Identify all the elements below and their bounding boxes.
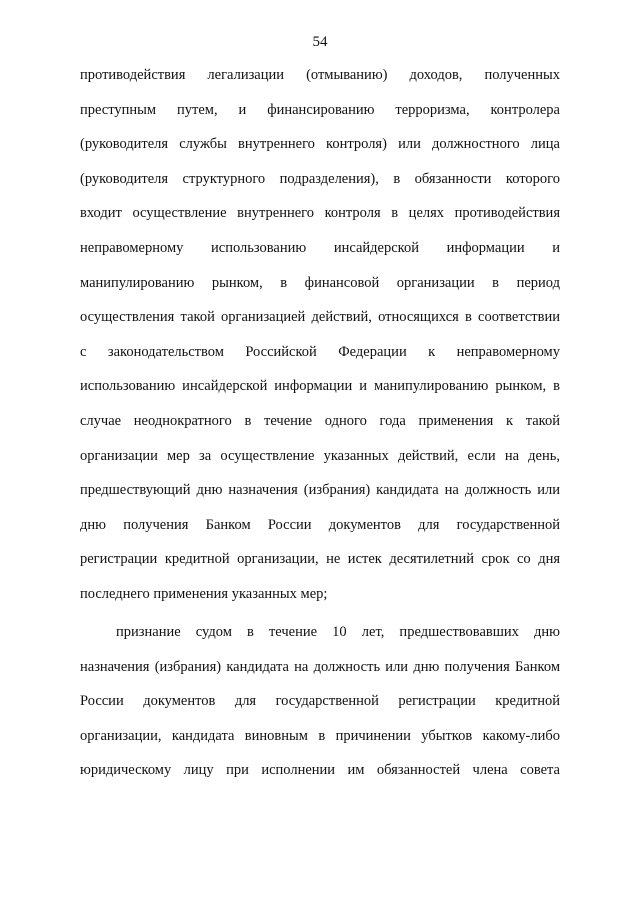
page-number: 54	[312, 34, 328, 50]
paragraph-2	[80, 623, 560, 796]
text-line: признание судом в течение 10 лет, предшествовавших дню	[116, 624, 560, 640]
text-line: дню получения Банком России документов для государственной	[80, 516, 560, 533]
text-line: предшествующий дню назначения (избрания) кандидата на должность или	[80, 482, 560, 499]
text-line: регистрации кредитной организации, не истек десятилетний срок со дня	[80, 551, 560, 568]
text-line: случае неоднократного в течение одного года применения к такой	[80, 412, 560, 429]
text-line: с законодательством Российской Федерации к неправомерному	[80, 343, 560, 360]
text-line: использованию инсайдерской информации и манипулированию рынком, в	[80, 378, 560, 395]
text-line: последнего применения указанных мер;	[80, 585, 328, 602]
text-line: России документов для государственной регистрации кредитной	[80, 693, 560, 710]
text-line: назначения (избрания) кандидата на должность или дню получения Банком	[80, 658, 560, 675]
text-line: входит осуществление внутреннего контроля в целях противодействия	[80, 205, 560, 222]
text-line: противодействия легализации (отмыванию) доходов, полученных	[80, 67, 560, 83]
text-line: (руководителя структурного подразделения), в обязанности которого	[80, 170, 560, 187]
text-line: организации мер за осуществление указанных действий, если на день,	[80, 447, 560, 464]
text-line: преступным путем, и финансированию терроризма, контролера	[80, 101, 560, 118]
text-line: организации, кандидата виновным в причинении убытков какому-либо	[80, 727, 560, 744]
text-line: (руководителя службы внутреннего контроля) или должностного лица	[80, 136, 560, 153]
text-line: юридическому лицу при исполнении им обязанностей члена совета	[80, 762, 560, 779]
text-line: осуществления такой организацией действий, относящихся в соответствии	[80, 309, 560, 326]
text-line: манипулированию рынком, в финансовой организации в период	[80, 274, 560, 291]
text-line: неправомерному использованию инсайдерской информации и	[80, 239, 560, 256]
paragraph-1	[80, 66, 560, 620]
